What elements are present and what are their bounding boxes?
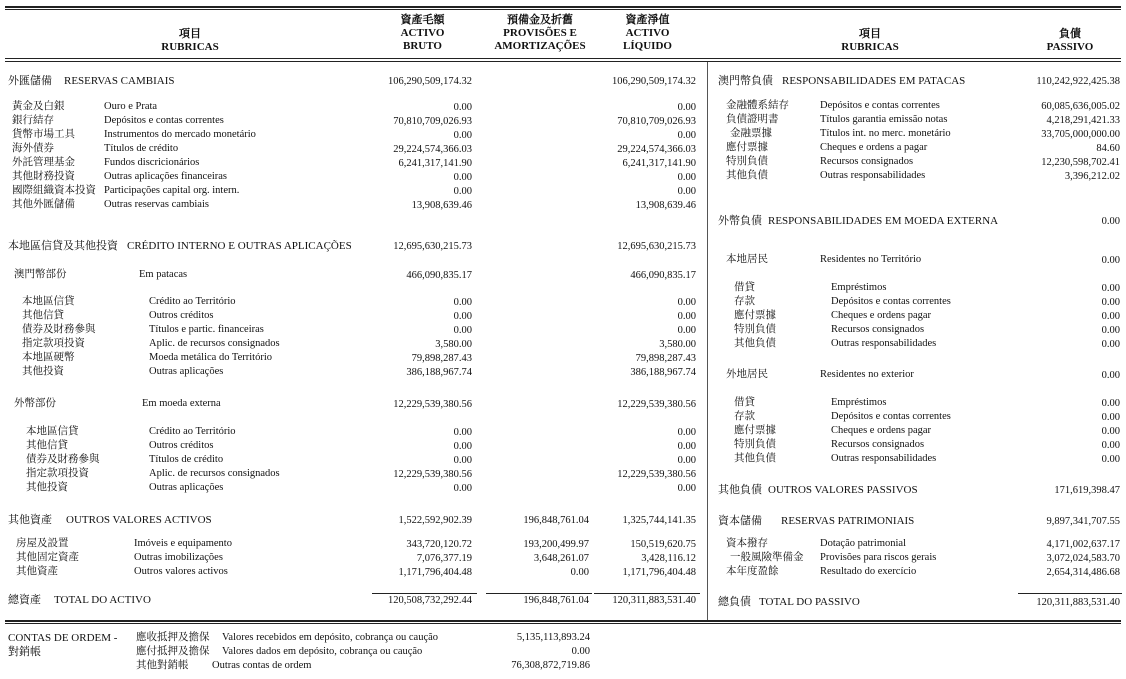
asset-label-zh: 外幣部份 [14,398,56,409]
asset-label-zh: 其他投資 [22,366,64,377]
asset-label-pt: Títulos e partic. financeiras [149,324,264,335]
asset-label-zh: 總資產 [8,594,41,606]
liability-value: 0.00 [1101,454,1120,465]
liability-label-pt: OUTROS VALORES PASSIVOS [768,484,918,496]
asset-bruto-value: 3,580.00 [435,339,472,350]
liability-label-zh: 應付票據 [726,142,768,153]
asset-liquido-value: 0.00 [677,325,696,336]
liability-value: 60,085,636,005.02 [1041,101,1120,112]
header-right-item-zh: 項目 [859,28,881,40]
liability-label-zh: 本年度盈餘 [726,566,779,577]
liability-label-pt: Outras responsabilidades [820,170,926,181]
asset-bruto-value: 106,290,509,174.32 [388,76,472,87]
asset-liquido-value: 1,325,744,141.35 [622,515,696,526]
asset-label-pt: Outras imobilizações [134,552,223,563]
asset-bruto-value: 0.00 [453,172,472,183]
ordem-label-zh: 其他對銷帳 [136,660,189,671]
asset-liquido-value: 150,519,620.75 [630,539,696,550]
ordem-label-pt: Valores recebidos em depósito, cobrança ou caução [222,632,439,643]
asset-label-pt: Participações capital org. intern. [104,185,240,196]
header-passivo-pt: PASSIVO [1046,41,1094,53]
asset-label-zh: 澳門幣部份 [14,269,67,280]
asset-label-zh: 指定款項投資 [26,468,89,479]
asset-bruto-value: 12,229,539,380.56 [393,469,472,480]
asset-provisoes-value: 0.00 [570,567,589,578]
header-prov-2: AMORTIZAÇÕES [494,40,586,52]
liability-label-pt: Títulos int. no merc. monetário [820,128,951,139]
asset-bruto-value: 0.00 [453,483,472,494]
bottom-rule [5,620,1121,622]
liability-label-zh: 資本撥存 [726,538,768,549]
asset-label-pt: Imóveis e equipamento [134,538,232,549]
asset-liquido-value: 0.00 [677,455,696,466]
liability-label-zh: 外地居民 [726,369,768,380]
column-divider [707,62,708,620]
asset-provisoes-value: 193,200,499.97 [523,539,589,550]
liability-label-pt: Cheques e ordens a pagar [820,142,928,153]
asset-bruto-value: 0.00 [453,297,472,308]
liability-label-pt: Recursos consignados [831,324,925,335]
asset-bruto-value: 0.00 [453,325,472,336]
asset-label-pt: Depósitos e contas correntes [104,115,224,126]
liability-label-pt: Resultado do exercício [820,566,917,577]
liability-value: 4,218,291,421.33 [1046,115,1120,126]
liability-label-zh: 借貸 [734,397,755,408]
liability-value: 0.00 [1101,255,1120,266]
asset-liquido-value: 0.00 [677,441,696,452]
asset-label-zh: 其他固定資產 [16,552,79,563]
asset-label-pt: TOTAL DO ACTIVO [54,594,151,606]
ordem-title-zh: 對銷帳 [8,646,41,658]
liability-label-pt: TOTAL DO PASSIVO [759,596,860,608]
total-rule-bruto [372,593,477,594]
liability-value: 120,311,883,531.40 [1036,597,1120,608]
liability-value: 3,072,024,583.70 [1046,553,1120,564]
header-rule [5,58,1121,59]
header-liq-zh: 資產淨值 [625,14,670,26]
asset-bruto-value: 0.00 [453,427,472,438]
liability-label-pt: Recursos consignados [820,156,914,167]
asset-bruto-value: 0.00 [453,102,472,113]
liability-value: 0.00 [1101,370,1120,381]
header-right-item-pt: RUBRICAS [841,41,899,53]
liability-label-zh: 金融體系結存 [726,100,789,111]
asset-label-pt: Em moeda externa [142,398,221,409]
liability-label-zh: 其他負債 [726,170,768,181]
asset-bruto-value: 0.00 [453,186,472,197]
liability-value: 0.00 [1101,297,1120,308]
liability-label-pt: Depósitos e contas correntes [820,100,940,111]
asset-label-pt: Aplic. de recursos consignados [149,338,280,349]
liability-value: 0.00 [1101,283,1120,294]
ordem-title-pt: CONTAS DE ORDEM - [8,632,118,644]
asset-label-zh: 本地區信貸 [22,296,75,307]
asset-liquido-value: 12,695,630,215.73 [617,241,696,252]
top-rule-2 [5,9,1121,10]
liability-label-zh: 存款 [734,296,755,307]
asset-liquido-value: 79,898,287.43 [635,353,696,364]
ordem-label-pt: Outras contas de ordem [212,660,312,671]
asset-label-zh: 其他投資 [26,482,68,493]
liability-label-zh: 總負債 [718,596,751,608]
asset-bruto-value: 0.00 [453,455,472,466]
asset-liquido-value: 386,188,967.74 [630,367,696,378]
ordem-label-zh: 應付抵押及擔保 [136,646,210,657]
asset-label-zh: 本地區信貸 [26,426,79,437]
liability-value: 2,654,314,486.68 [1046,567,1120,578]
asset-label-zh: 黃金及白銀 [12,101,65,112]
liability-label-pt: Cheques e ordens pagar [831,310,932,321]
liability-label-zh: 特別負債 [726,156,768,167]
liability-label-pt: Depósitos e contas correntes [831,296,951,307]
asset-label-pt: Instrumentos do mercado monetário [104,129,256,140]
asset-liquido-value: 120,311,883,531.40 [612,595,696,606]
asset-label-pt: Fundos discricionários [104,157,200,168]
asset-liquido-value: 0.00 [677,102,696,113]
liability-label-pt: Outras responsabilidades [831,453,937,464]
liability-label-zh: 借貸 [734,282,755,293]
bottom-rule-2 [5,623,1121,624]
liability-value: 0.00 [1101,325,1120,336]
header-liquido [595,14,700,53]
asset-label-pt: Títulos de crédito [149,454,224,465]
asset-label-pt: Outros créditos [149,310,214,321]
header-bruto [370,14,475,53]
liability-label-zh: 資本儲備 [718,515,762,527]
asset-label-pt: Outras aplicações financeiras [104,171,228,182]
header-provisoes [480,14,600,53]
liability-label-zh: 其他負債 [734,453,776,464]
ordem-value: 0.00 [571,646,590,657]
total-rule-liq [594,593,700,594]
header-passivo [1020,28,1120,54]
liability-label-pt: Recursos consignados [831,439,925,450]
asset-label-pt: Títulos de crédito [104,143,179,154]
asset-label-zh: 其他信貸 [22,310,64,321]
liability-value: 84.60 [1096,143,1120,154]
liability-value: 0.00 [1101,311,1120,322]
asset-bruto-value: 466,090,835.17 [406,270,472,281]
asset-label-pt: Crédito ao Território [149,296,236,307]
asset-label-zh: 本地區硬幣 [22,352,75,363]
liability-label-pt: Empréstimos [831,397,887,408]
asset-bruto-value: 0.00 [453,130,472,141]
asset-bruto-value: 6,241,317,141.90 [398,158,472,169]
header-bruto-1: ACTIVO [400,27,445,39]
liability-label-zh: 特別負債 [734,439,776,450]
liability-label-pt: RESPONSABILIDADES EM MOEDA EXTERNA [768,215,999,227]
asset-label-pt: Crédito ao Território [149,426,236,437]
asset-bruto-value: 386,188,967.74 [406,367,472,378]
header-left-item-zh: 項目 [179,28,201,40]
asset-liquido-value: 29,224,574,366.03 [617,144,696,155]
asset-label-zh: 國際組織資本投資 [12,185,96,196]
asset-bruto-value: 120,508,732,292.44 [388,595,472,606]
header-left-item-pt: RUBRICAS [161,41,219,53]
ordem-label-pt: Valores dados em depósito, cobrança ou caução [222,646,423,657]
asset-label-zh: 貨幣市場工具 [12,129,75,140]
total-rule-prov [486,593,592,594]
liability-value: 0.00 [1101,412,1120,423]
liability-label-pt: Depósitos e contas correntes [831,411,951,422]
asset-bruto-value: 12,695,630,215.73 [393,241,472,252]
liability-value: 33,705,000,000.00 [1041,129,1120,140]
asset-label-zh: 外匯儲備 [8,75,52,87]
liability-label-zh: 應付票據 [734,310,776,321]
asset-label-pt: RESERVAS CAMBIAIS [64,75,175,87]
asset-liquido-value: 12,229,539,380.56 [617,469,696,480]
liability-value: 110,242,922,425.38 [1036,76,1120,87]
asset-label-pt: Moeda metálica do Território [149,352,272,363]
liability-label-zh: 負債證明書 [726,114,779,125]
header-liq-1: ACTIVO [625,27,670,39]
asset-bruto-value: 12,229,539,380.56 [393,399,472,410]
liability-label-pt: RESPONSABILIDADES EM PATACAS [782,75,966,87]
asset-provisoes-value: 196,848,761.04 [523,515,589,526]
asset-bruto-value: 7,076,377.19 [416,553,472,564]
liability-label-pt: RESERVAS PATRIMONIAIS [781,515,915,527]
header-bruto-2: BRUTO [403,40,442,52]
header-prov-1: PROVISÕES E [503,27,577,39]
asset-liquido-value: 3,580.00 [659,339,696,350]
liability-value: 0.00 [1101,339,1120,350]
liability-label-zh: 其他負債 [734,338,776,349]
asset-bruto-value: 1,522,592,902.39 [398,515,472,526]
liability-value: 0.00 [1101,426,1120,437]
liability-value: 12,230,598,702.41 [1041,157,1120,168]
asset-bruto-value: 79,898,287.43 [411,353,472,364]
asset-label-zh: 房屋及設置 [16,538,69,549]
asset-label-zh: 其他財務投資 [12,171,75,182]
asset-bruto-value: 1,171,796,404.48 [398,567,472,578]
liability-label-zh: 其他負債 [718,484,762,496]
liability-label-zh: 存款 [734,411,755,422]
liability-value: 0.00 [1101,440,1120,451]
asset-label-zh: 指定款項投資 [22,338,85,349]
asset-label-zh: 其他資產 [16,566,58,577]
liability-label-zh: 應付票據 [734,425,776,436]
asset-liquido-value: 466,090,835.17 [630,270,696,281]
liability-label-pt: Dotação patrimonial [820,538,907,549]
asset-label-zh: 本地區信貸及其他投資 [8,240,118,252]
asset-label-pt: Ouro e Prata [104,101,158,112]
liability-label-pt: Títulos garantia emissão notas [820,114,948,125]
asset-label-zh: 其他信貸 [26,440,68,451]
asset-liquido-value: 0.00 [677,297,696,308]
liability-label-zh: 澳門幣負債 [718,75,773,87]
liability-value: 171,619,398.47 [1054,485,1120,496]
asset-bruto-value: 0.00 [453,311,472,322]
ordem-value: 5,135,113,893.24 [516,632,590,643]
asset-label-pt: Outras aplicações [149,366,224,377]
asset-label-zh: 其他外匯儲備 [12,199,75,210]
asset-label-zh: 債券及財務參與 [26,454,100,465]
asset-liquido-value: 13,908,639.46 [635,200,696,211]
asset-provisoes-value: 3,648,261.07 [533,553,589,564]
header-liq-2: LÍQUIDO [623,40,672,52]
asset-label-pt: Outros valores activos [134,566,228,577]
asset-label-pt: Outras reservas cambiais [104,199,209,210]
asset-label-zh: 銀行結存 [12,115,54,126]
total-rule-passivo [1018,593,1122,594]
liability-label-pt: Provisões para riscos gerais [820,552,937,563]
asset-label-pt: OUTROS VALORES ACTIVOS [66,514,212,526]
asset-liquido-value: 0.00 [677,130,696,141]
asset-liquido-value: 3,428,116.12 [641,553,696,564]
header-prov-zh: 預備金及折舊 [507,14,573,26]
liability-value: 0.00 [1101,398,1120,409]
asset-bruto-value: 343,720,120.72 [406,539,472,550]
header-right-item [780,28,960,54]
top-rule [5,6,1121,8]
liability-value: 3,396,212.02 [1064,171,1120,182]
asset-label-zh: 海外債券 [12,143,54,154]
asset-liquido-value: 106,290,509,174.32 [612,76,696,87]
asset-liquido-value: 70,810,709,026.93 [617,116,696,127]
asset-liquido-value: 0.00 [677,483,696,494]
liability-label-pt: Residentes no Território [820,254,922,265]
asset-label-pt: CRÉDITO INTERNO E OUTRAS APLICAÇÕES [127,240,352,252]
liability-label-zh: 一般風險準備金 [730,552,804,563]
header-left-item [100,28,280,54]
liability-value: 9,897,341,707.55 [1046,516,1120,527]
asset-label-pt: Outras aplicações [149,482,224,493]
header-bruto-zh: 資產毛額 [400,14,445,26]
asset-label-zh: 其他資產 [8,514,52,526]
asset-liquido-value: 0.00 [677,311,696,322]
liability-label-pt: Outras responsabilidades [831,338,937,349]
liability-label-pt: Empréstimos [831,282,887,293]
asset-liquido-value: 0.00 [677,427,696,438]
asset-bruto-value: 29,224,574,366.03 [393,144,472,155]
asset-bruto-value: 0.00 [453,441,472,452]
ordem-label-zh: 應收抵押及擔保 [136,632,210,643]
liability-label-zh: 外幣負債 [718,215,762,227]
asset-bruto-value: 70,810,709,026.93 [393,116,472,127]
liability-label-pt: Residentes no exterior [820,369,914,380]
asset-liquido-value: 0.00 [677,172,696,183]
liability-label-pt: Cheques e ordens pagar [831,425,932,436]
asset-label-pt: Em patacas [139,269,188,280]
liability-value: 4,171,002,637.17 [1046,539,1120,550]
asset-liquido-value: 0.00 [677,186,696,197]
liability-value: 0.00 [1101,216,1120,227]
header-rule-2 [5,61,1121,62]
asset-label-zh: 外託管理基金 [12,157,75,168]
asset-liquido-value: 6,241,317,141.90 [622,158,696,169]
asset-liquido-value: 1,171,796,404.48 [622,567,696,578]
liability-label-zh: 本地居民 [726,254,768,265]
liability-label-zh: 特別負債 [734,324,776,335]
asset-bruto-value: 13,908,639.46 [411,200,472,211]
asset-label-pt: Aplic. de recursos consignados [149,468,280,479]
liability-label-zh: 金融票據 [730,128,772,139]
ordem-value: 76,308,872,719.86 [511,660,590,671]
asset-liquido-value: 12,229,539,380.56 [617,399,696,410]
asset-provisoes-value: 196,848,761.04 [523,595,589,606]
asset-label-pt: Outros créditos [149,440,214,451]
header-passivo-zh: 負債 [1059,28,1081,40]
asset-label-zh: 債券及財務參與 [22,324,96,335]
